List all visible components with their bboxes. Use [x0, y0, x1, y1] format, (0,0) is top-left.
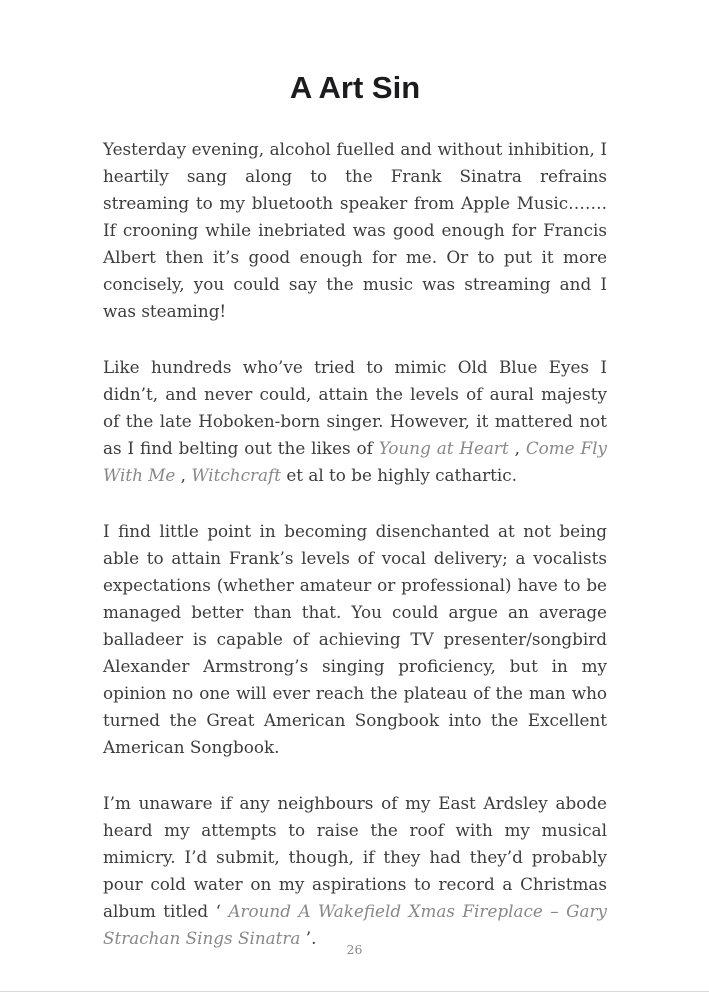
album-title-around-a-wakefield-xmas-fireplace: Around A Wakefield Xmas Fireplace – Gary Strachan Sings Sinatra — [103, 900, 607, 948]
page-number: 26 — [346, 942, 363, 957]
paragraph-4-lead: I’m unaware if any neighbours of my East Ardsley abode heard my attempts to raise the roof with my musical mimicry. I’d submit, though, if they had they’d probably pour cold water on my aspirations to record a Christmas album titled ‘ — [103, 792, 607, 921]
paragraph-2-tail: et al to be highly cathartic. — [281, 464, 517, 485]
song-title-come-fly-with-me: Come Fly With Me — [103, 437, 607, 485]
paragraph-2-separator-2: , — [175, 464, 192, 485]
page-title: A Art Sin — [289, 70, 421, 105]
paragraph-2-separator-1: , — [508, 437, 526, 458]
paragraph-4-tail: ’. — [300, 927, 317, 948]
paragraph-3-text: I find little point in becoming disenchanted at not being able to attain Frank’s levels of vocal delivery; a vocalists expectations (whether amateur or professional) have to be managed better than that. You could argue an average balladeer is capable of achieving TV presenter/songbird Alexander Armstrong’s singing proficiency, but in my opinion no one will ever reach the plateau of the man who turned the Great American Songbook into the Excellent American Songbook. — [103, 520, 607, 757]
song-title-witchcraft: Witchcraft — [191, 464, 281, 485]
paragraph-2-lead: Like hundreds who’ve tried to mimic Old Blue Eyes I didn’t, and never could, attain the levels of aural majesty of the late Hoboken-born singer. However, it mattered not as I find belting out the likes of — [103, 356, 607, 458]
song-title-young-at-heart: Young at Heart — [378, 437, 509, 458]
paragraph-1 — [103, 136, 607, 325]
paragraph-3 — [103, 518, 607, 761]
paragraph-2 — [103, 354, 607, 489]
paragraph-1-text: Yesterday evening, alcohol fuelled and without inhibition, I heartily sang along to the Frank Sinatra refrains streaming to my bluetooth speaker from Apple Music……. If crooning while inebriated was good enough for Francis Albert then it’s good enough for me. Or to put it more concisely, you could say the music was streaming and I was steaming! — [103, 138, 607, 321]
paragraph-4 — [103, 790, 607, 952]
